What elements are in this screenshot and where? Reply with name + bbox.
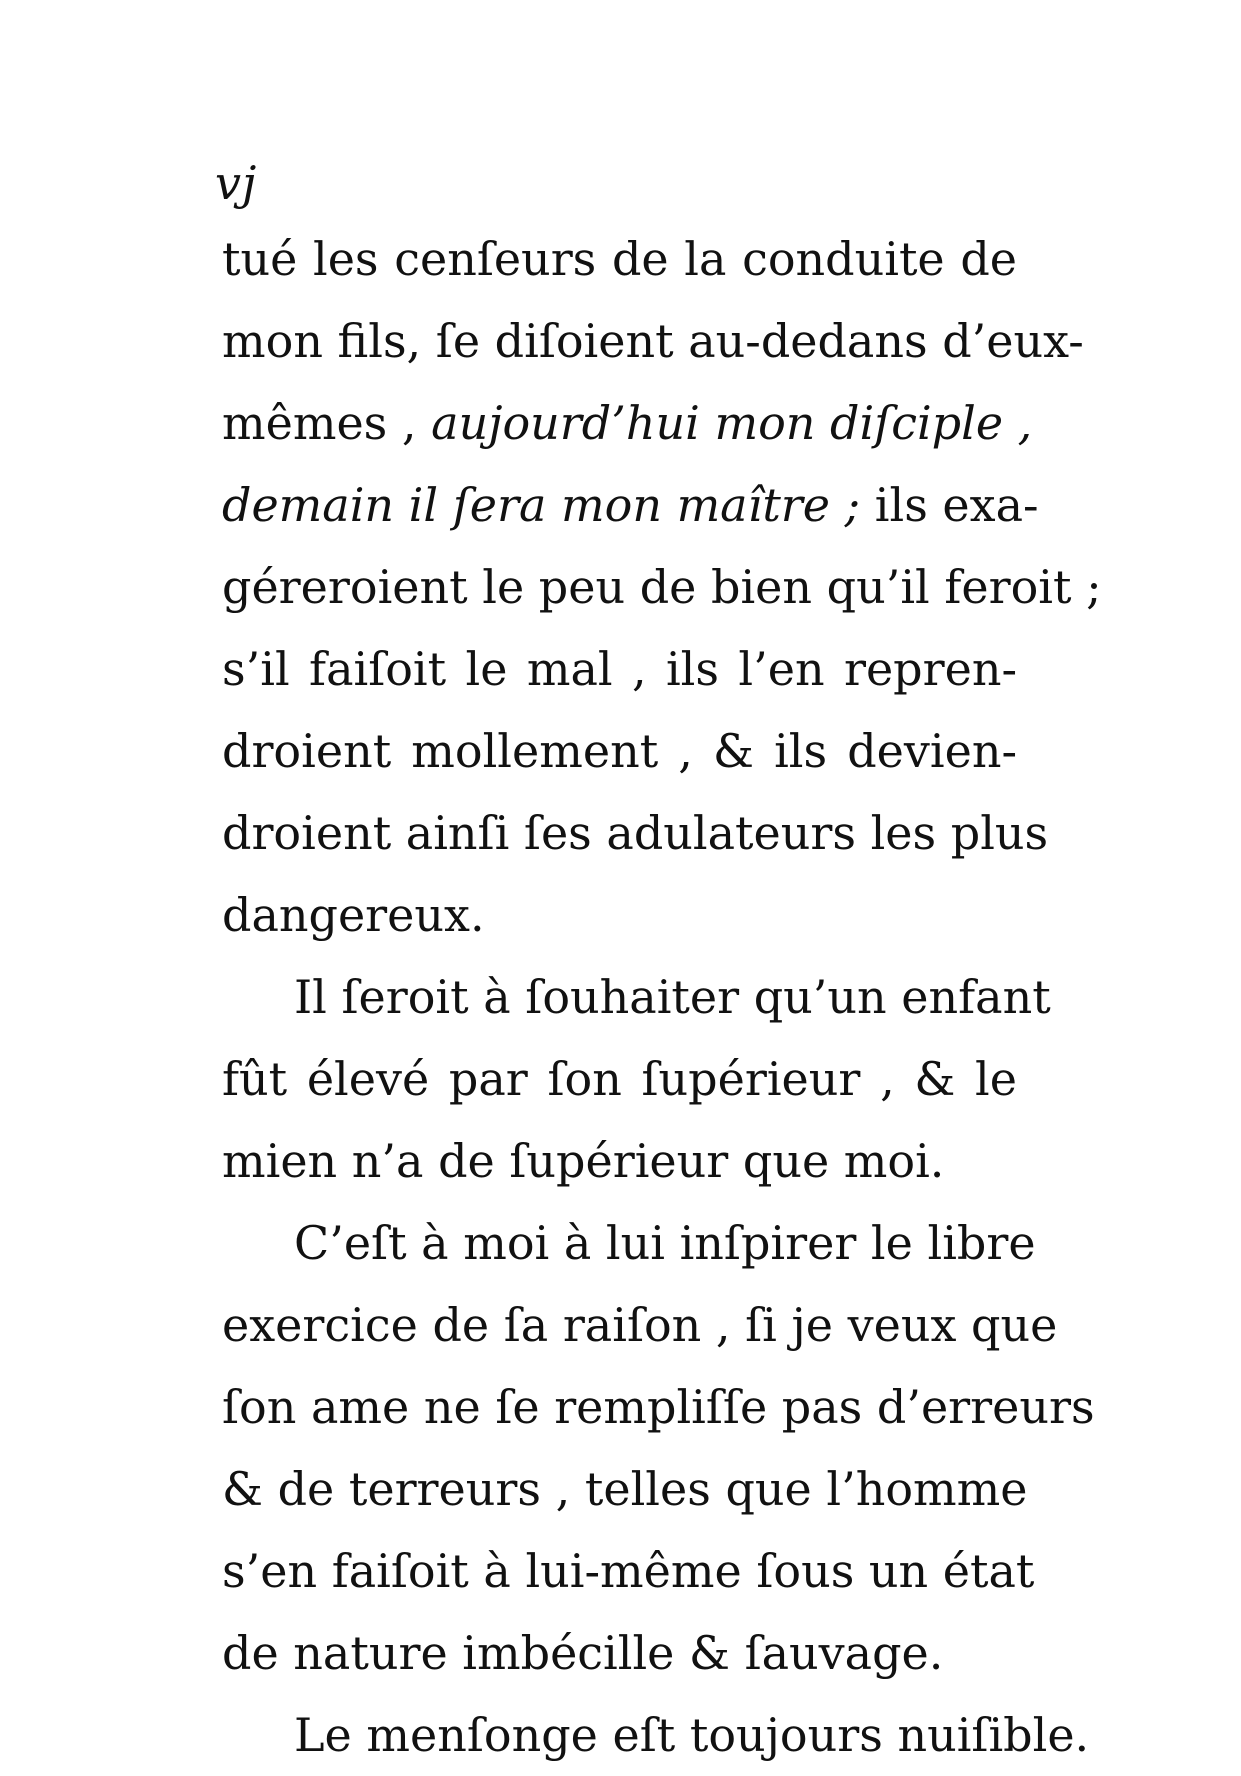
text-line bbox=[222, 382, 1033, 464]
paragraph-start-line: Il ſeroit à ſouhaiter qu’un enfant bbox=[294, 970, 1051, 1024]
text-line: s’il faiſoit le mal , ils l’en repren- bbox=[222, 642, 1017, 696]
italic-phrase: aujourd’hui mon diſciple , bbox=[431, 396, 1033, 450]
text-line: s’en faiſoit à lui-même ſous un état bbox=[222, 1544, 1035, 1598]
body-text bbox=[222, 218, 1102, 1776]
paragraph-start-line: Le menſonge eſt toujours nuiſible. bbox=[294, 1708, 1090, 1762]
text-line: droient mollement , & ils devien- bbox=[222, 724, 1017, 778]
italic-phrase: demain il ſera mon maître ; bbox=[222, 478, 861, 532]
paragraph-end-line: mien n’a de ſupérieur que moi. bbox=[222, 1134, 945, 1188]
text-line: mon fils, ſe diſoient au-dedans d’eux- bbox=[222, 314, 1084, 368]
paragraph-end-line: dangereux. bbox=[222, 888, 485, 942]
text-line: ſon ame ne ſe rempliſſe pas d’erreurs bbox=[222, 1380, 1095, 1434]
text-line: exercice de ſa raiſon , ſi je veux que bbox=[222, 1298, 1058, 1352]
paragraph-end-line: de nature imbécille & ſauvage. bbox=[222, 1626, 944, 1680]
text-line: & de terreurs , telles que l’homme bbox=[222, 1462, 1028, 1516]
text-line: géreroient le peu de bien qu’il feroit ; bbox=[222, 560, 1102, 614]
text-line: tué les cenſeurs de la conduite de bbox=[222, 232, 1017, 286]
page-number: vj bbox=[215, 156, 258, 210]
text-line bbox=[222, 464, 1039, 546]
text-fragment: ils exa- bbox=[874, 478, 1039, 532]
text-line: fût élevé par ſon ſupérieur , & le bbox=[222, 1052, 1017, 1106]
text-fragment: mêmes , bbox=[222, 396, 417, 450]
text-line: droient ainſi ſes adulateurs les plus bbox=[222, 806, 1049, 860]
paragraph-start-line: C’eſt à moi à lui inſpirer le libre bbox=[294, 1216, 1036, 1270]
